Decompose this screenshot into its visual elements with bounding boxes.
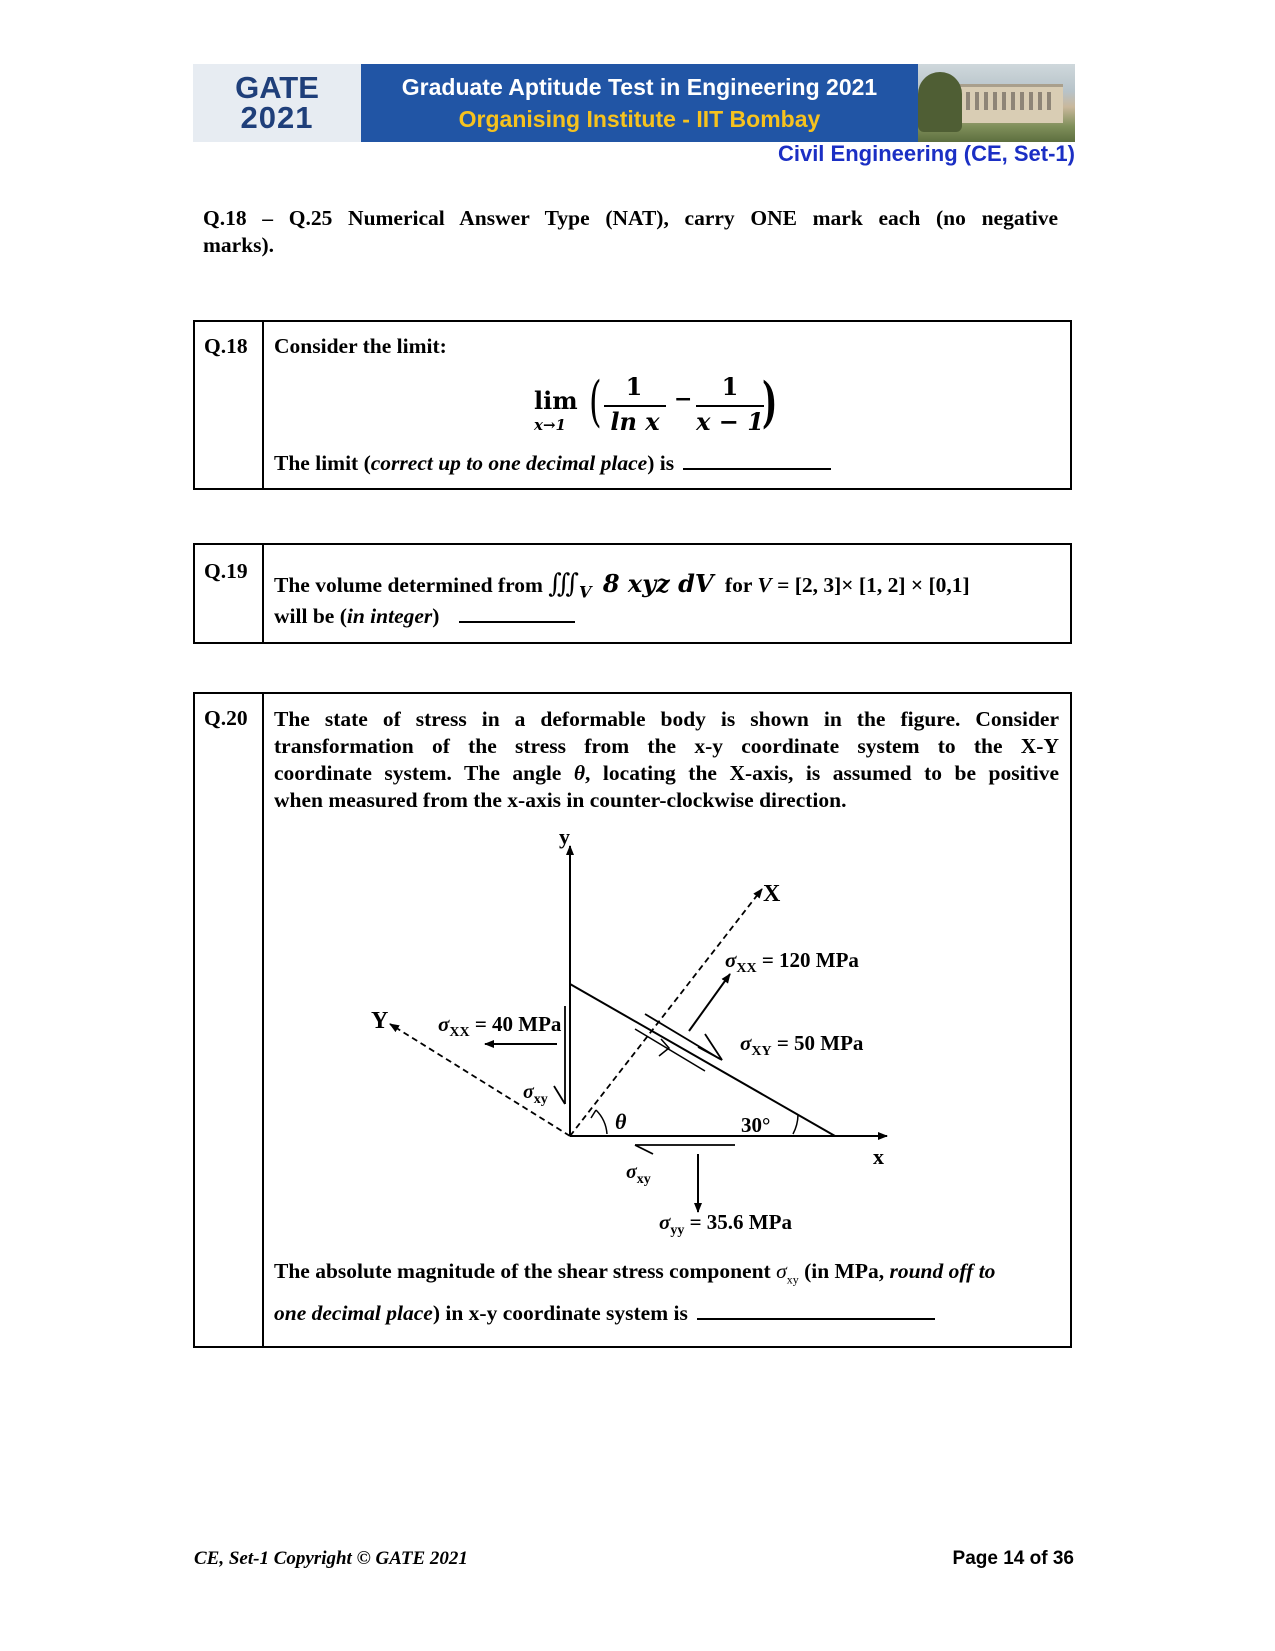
paragraph-line4: when measured from the x-axis in counter-clockwise direction. (274, 788, 847, 812)
label-angle-30: 30° (741, 1113, 771, 1137)
sigma-subscript: xy (786, 1272, 799, 1287)
question-body (264, 694, 1070, 1346)
answer-blank[interactable] (459, 603, 575, 623)
integral-subscript: V (579, 582, 592, 602)
question-body (264, 322, 1070, 488)
line2-prefix: will be ( (274, 604, 347, 628)
section-instructions (203, 205, 1058, 259)
prompt-italic1: round off to (889, 1259, 996, 1283)
line2-italic: in integer (346, 604, 433, 628)
text-for: for (724, 573, 752, 597)
banner-title-line2: Organising Institute - IIT Bombay (458, 106, 821, 132)
sigma-XY-line-2 (635, 1029, 705, 1071)
label-x-axis: x (873, 1144, 884, 1169)
theta-arc-head (591, 1110, 596, 1118)
limit-expression (534, 372, 794, 442)
line2-suffix: ) (432, 604, 440, 628)
paragraph-line1: The state of stress in a deformable body is shown in the figure. Consider (274, 707, 1059, 731)
angle-30-arc (793, 1115, 798, 1134)
right-angle-mark (659, 1039, 669, 1056)
prompt-italic2: one decimal place (274, 1301, 433, 1326)
question-lead: Consider the limit: (274, 334, 447, 358)
text-volume: The volume determined from (274, 573, 543, 597)
label-sigma-xx: $\sigma_{XX} = 40$ MPa (438, 1012, 562, 1040)
right-paren: ) (762, 370, 778, 434)
question-number: Q.19 (195, 545, 264, 642)
label-sigma-xy-left: $\sigma_{xy}$ (523, 1081, 548, 1107)
footer-page-number: Page 14 of 36 (952, 1548, 1074, 1569)
lim-operator: lim (534, 386, 578, 415)
triple-integral-symbol: ∭ (548, 569, 580, 599)
label-sigma-xy-bottom: $\sigma_{xy}$ (626, 1161, 651, 1187)
X-axis-dashed (570, 889, 762, 1136)
header-banner (193, 64, 1075, 142)
fraction2-numerator: 1 (721, 372, 739, 401)
question-number: Q.20 (195, 694, 264, 1346)
logo-line1: GATE (235, 70, 319, 105)
stress-figure (195, 834, 1074, 1254)
label-y-axis: y (559, 834, 570, 849)
label-sigma-XY: $\sigma_{XY} = 50$ MPa (740, 1031, 864, 1059)
question-19 (193, 543, 1072, 644)
footer-copyright: CE, Set-1 Copyright © GATE 2021 (194, 1548, 468, 1569)
theta-symbol: θ (573, 761, 586, 785)
domain-variable: V (757, 573, 772, 597)
integrand: 8 xyz dV (602, 569, 714, 598)
label-sigma-yy: $\sigma_{yy} = 35.6$ MPa (659, 1210, 792, 1238)
question-line2 (274, 603, 575, 629)
answer-blank[interactable] (683, 450, 831, 470)
question-20 (193, 692, 1072, 1348)
prompt-line1: The absolute magnitude of the shear stress component $\sigma_{xy}$ (in MPa, round off to (274, 1259, 996, 1287)
fraction1-denominator: ln x (610, 407, 660, 436)
minus-sign: − (674, 386, 693, 412)
domain-text: = [2, 3]× [1, 2] × [0,1] (771, 573, 970, 597)
logo-line2: 2021 (240, 100, 314, 135)
fraction2-denominator: x − 1 (696, 407, 764, 436)
question-paragraph (274, 706, 1059, 814)
theta-arc (596, 1110, 607, 1134)
question-line1 (274, 569, 970, 601)
question-18 (193, 320, 1072, 490)
label-X-axis: X (763, 881, 781, 907)
sigma-symbol: σ (776, 1259, 787, 1283)
campus-photo (918, 64, 1075, 142)
label-Y-axis: Y (371, 1008, 389, 1034)
sigma-XX-arrow (689, 974, 730, 1031)
question-prompt (274, 1254, 1059, 1330)
gate-logo (193, 64, 361, 142)
current-page: 14 (1003, 1548, 1025, 1569)
paper-name: Civil Engineering (CE, Set-1) (777, 141, 1075, 166)
Y-axis-dashed (390, 1024, 570, 1136)
prompt-line2: one decimal place) in x-y coordinate system is (274, 1296, 1059, 1330)
lim-subscript: x→1 (534, 416, 566, 434)
prompt-suffix: ) is (647, 451, 675, 475)
banner-title-line1: Graduate Aptitude Test in Engineering 2021 (401, 74, 878, 100)
answer-blank[interactable] (697, 1300, 935, 1320)
prompt-italic: correct up to one decimal place (370, 451, 648, 475)
question-number: Q.18 (195, 322, 264, 488)
total-pages: 36 (1052, 1548, 1074, 1569)
banner-title (361, 64, 918, 142)
paragraph-line2: transformation of the stress from the x-y coordinate system to the X-Y (274, 734, 1059, 758)
label-sigma-XX: $\sigma_{XX} = 120$ MPa (725, 948, 859, 976)
sigma-xy-left-arrowhead (554, 1086, 565, 1104)
sigma-xy-bottom-arrowhead (635, 1145, 653, 1154)
instructions-line2: marks). (203, 233, 275, 257)
fraction1-numerator: 1 (625, 372, 643, 401)
paragraph-line3: coordinate system. The angle θ, locating the X-axis, is assumed to be positive (274, 761, 1059, 785)
instructions-line1: Q.18 – Q.25 Numerical Answer Type (NAT), carry ONE mark each (no negative (203, 206, 1058, 230)
label-theta: θ (615, 1109, 627, 1134)
left-paren: ( (589, 370, 602, 433)
prompt-prefix: The limit ( (274, 451, 371, 475)
question-body (264, 545, 1070, 642)
question-prompt (274, 450, 831, 476)
inclined-plane (570, 984, 835, 1136)
